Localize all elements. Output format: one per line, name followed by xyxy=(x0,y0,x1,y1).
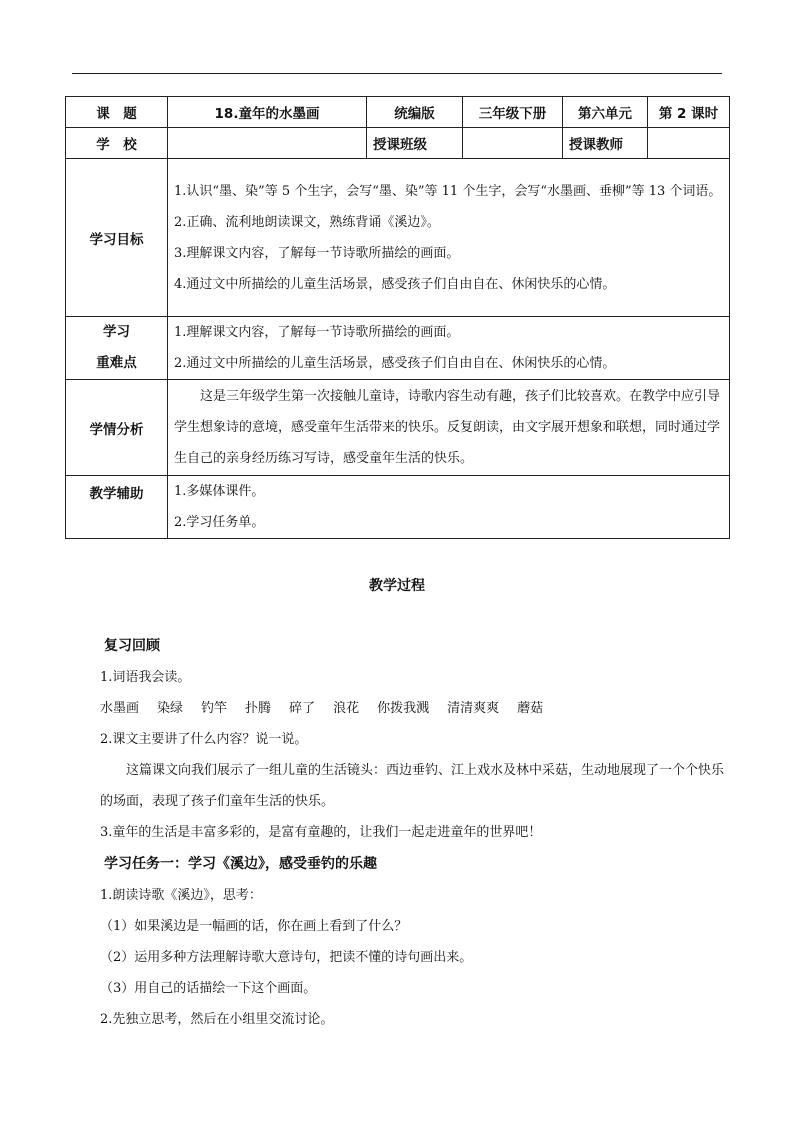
review-answer: 这篇课文向我们展示了一组儿童的生活镜头：西边垂钓、江上戏水及林中采菇，生动地展现了一个个快乐的场面，表现了孩子们童年生活的快乐。 xyxy=(100,763,725,809)
aids-content xyxy=(168,476,730,539)
word-item: 染绿 xyxy=(157,701,184,716)
task1-sub-item: （2）运用多种方法理解诗歌大意诗句，把读不懂的诗句画出来。 xyxy=(100,950,473,965)
task1-item2: 2.先独立思考，然后在小组里交流讨论。 xyxy=(100,1012,334,1027)
word-item: 钓竿 xyxy=(201,701,228,716)
key-point-item: 2.通过文中所描绘的儿童生活场景，感受孩子们自由自在、休闲快乐的心情。 xyxy=(174,356,616,371)
class-label: 授课班级 xyxy=(367,128,463,159)
word-item: 碎了 xyxy=(289,701,316,716)
key-points-label xyxy=(66,317,168,380)
goal-item: 1.认识“墨、染”等 5 个生字，会写“墨、染”等 11 个生字，会写“水墨画、垂柳”等 13 个词语。 xyxy=(174,183,722,199)
word-item: 扑腾 xyxy=(245,701,272,716)
header-rule xyxy=(72,73,722,74)
table-row xyxy=(66,128,730,159)
goal-item: 4.通过文中所描绘的儿童生活场景，感受孩子们自由自在、休闲快乐的心情。 xyxy=(174,276,616,292)
teacher-value xyxy=(648,128,730,159)
word-item: 你拨我溅 xyxy=(377,701,430,716)
goal-item: 3.理解课文内容，了解每一节诗歌所描绘的画面。 xyxy=(174,245,460,261)
table-row xyxy=(66,97,730,128)
analysis-content xyxy=(168,380,730,476)
grade: 三年级下册 xyxy=(463,97,563,128)
class-value xyxy=(463,128,563,159)
aid-item: 2.学习任务单。 xyxy=(174,515,265,530)
table-row xyxy=(66,159,730,317)
key-point-item: 1.理解课文内容，了解每一节诗歌所描绘的画面。 xyxy=(174,325,460,340)
teacher-label: 授课教师 xyxy=(563,128,648,159)
review-heading: 复习回顾 xyxy=(104,638,160,654)
word-item: 清清爽爽 xyxy=(447,701,500,716)
process-body xyxy=(100,630,726,1035)
table-row xyxy=(66,380,730,476)
goal-item: 2.正确、流利地朗读课文，熟练背诵《溪边》。 xyxy=(174,214,440,230)
word-list xyxy=(100,693,726,724)
word-item: 浪花 xyxy=(333,701,360,716)
analysis-text: 这是三年级学生第一次接触儿童诗，诗歌内容生动有趣，孩子们比较喜欢。在教学中应引导学生想象诗的意境，感受童年生活带来的快乐。反复朗读，由文字展开想象和联想，同时通过学生自己的亲身经历练习写诗，感受童年生活的快乐。 xyxy=(174,389,721,466)
task1-item1: 1.朗读诗歌《溪边》，思考： xyxy=(100,888,262,903)
review-q3: 3.童年的生活是丰富多彩的，是富有童趣的，让我们一起走进童年的世界吧！ xyxy=(100,825,542,840)
key-points-label-line1: 学习 xyxy=(103,324,130,340)
review-q1: 1.词语我会读。 xyxy=(100,670,191,685)
lesson-title-label: 课 题 xyxy=(66,97,168,128)
task1-sub-item: （3）用自己的话描绘一下这个画面。 xyxy=(100,981,317,996)
period: 第 2 课时 xyxy=(648,97,730,128)
table-row xyxy=(66,476,730,539)
section-title: 教学过程 xyxy=(369,578,425,594)
word-item: 水墨画 xyxy=(100,701,140,716)
task1-heading: 学习任务一：学习《溪边》，感受垂钓的乐趣 xyxy=(104,856,377,872)
goals-content xyxy=(168,159,730,317)
task1-sub-item: （1）如果溪边是一幅画的话，你在画上看到了什么？ xyxy=(100,919,408,934)
school-value xyxy=(168,128,367,159)
lesson-info-table xyxy=(65,96,730,539)
key-points-label-line2: 重难点 xyxy=(96,355,137,371)
lesson-title: 18.童年的水墨画 xyxy=(168,97,367,128)
edition: 统编版 xyxy=(367,97,463,128)
table-row xyxy=(66,317,730,380)
unit: 第六单元 xyxy=(563,97,648,128)
aids-label: 教学辅助 xyxy=(66,476,168,539)
key-points-content xyxy=(168,317,730,380)
goals-label: 学习目标 xyxy=(66,159,168,317)
school-label: 学 校 xyxy=(66,128,168,159)
word-item: 蘑菇 xyxy=(517,701,544,716)
aid-item: 1.多媒体课件。 xyxy=(174,484,265,499)
analysis-label: 学情分析 xyxy=(66,380,168,476)
review-q2: 2.课文主要讲了什么内容？说一说。 xyxy=(100,732,308,747)
